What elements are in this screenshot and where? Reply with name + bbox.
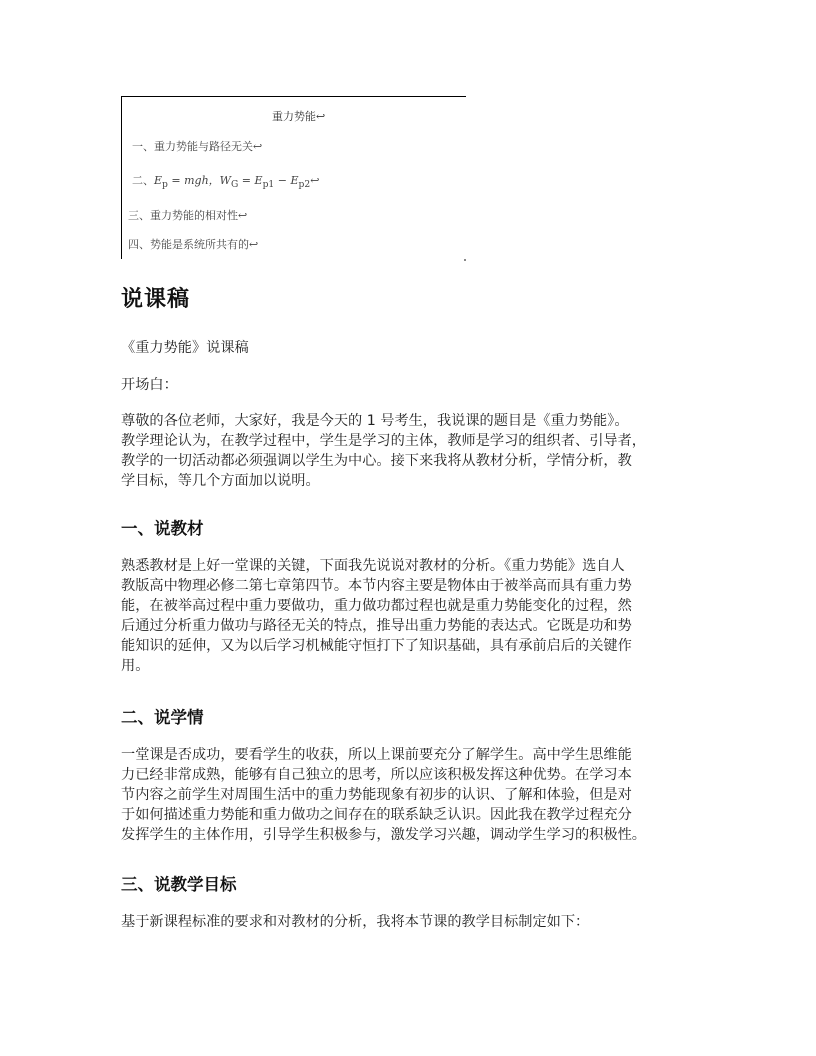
board-line-1: 一、重力势能与路径无关↩ — [132, 140, 263, 153]
blackboard-outline-image — [121, 96, 466, 259]
board-line-4: 四、势能是系统所共有的↩ — [128, 238, 259, 251]
board-corner-mark — [464, 259, 466, 261]
opening-paragraph: 尊敬的各位老师，大家好，我是今天的 1 号考生，我说课的题目是《重力势能》。 教学理论认为，在教学过程中，学生是学习的主体，教师是学习的组织者、引导者， 教学的一切活动都必须强调以学生为中心。接下来我将从教材分析，学情分析，教 学目标，等几个方面加以说明。 — [121, 413, 646, 489]
page-title: 说课稿 — [121, 287, 191, 312]
section-paragraph-objectives: 基于新课程标准的要求和对教材的分析，我将本节课的教学目标制定如下： — [121, 914, 590, 930]
section-paragraph-textbook: 熟悉教材是上好一堂课的关键，下面我先说说对教材的分析。《重力势能》选自人 教版高中物理必修二第七章第四节。本节内容主要是物体由于被举高而具有重力势 能，在被举高过程中重力要做功，重力做功都过程也就是重力势能变化的过程，然 后通过分析重力做功与路径无关的特点，推导出重力势能的表达式。它既是功和势 能知识的延伸，又为以后学习机械能守恒打下了知识基础，具有承前启后的关键作 用。 — [121, 558, 632, 674]
board-line-2-formula: 二、$E_p$ = mgh，$W_G = E_{p1}$ − $E_{p2}↩$ — [132, 174, 320, 191]
board-title: 重力势能↩ — [272, 110, 326, 123]
doc-subtitle: 《重力势能》说课稿 — [121, 340, 249, 356]
section-heading-textbook: 一、说教材 — [121, 519, 204, 538]
board-line-3: 三、重力势能的相对性↩ — [128, 209, 248, 222]
section-paragraph-students: 一堂课是否成功，要看学生的收获，所以上课前要充分了解学生。高中学生思维能 力已经非常成熟，能够有自己独立的思考，所以应该积极发挥这种优势。在学习本 节内容之前学生对周围生活中的重力势能现象有初步的认识、了解和体验，但是对 于如何描述重力势能和重力做功之间存在的联系缺乏认识。因此我在教学过程充分 发挥学生的主体作用，引导学生积极参与，激发学习兴趣，调动学生学习的积极性。 — [121, 747, 646, 843]
section-heading-students: 二、说学情 — [121, 708, 204, 727]
section-heading-objectives: 三、说教学目标 — [121, 875, 237, 894]
opening-label: 开场白： — [121, 377, 178, 393]
